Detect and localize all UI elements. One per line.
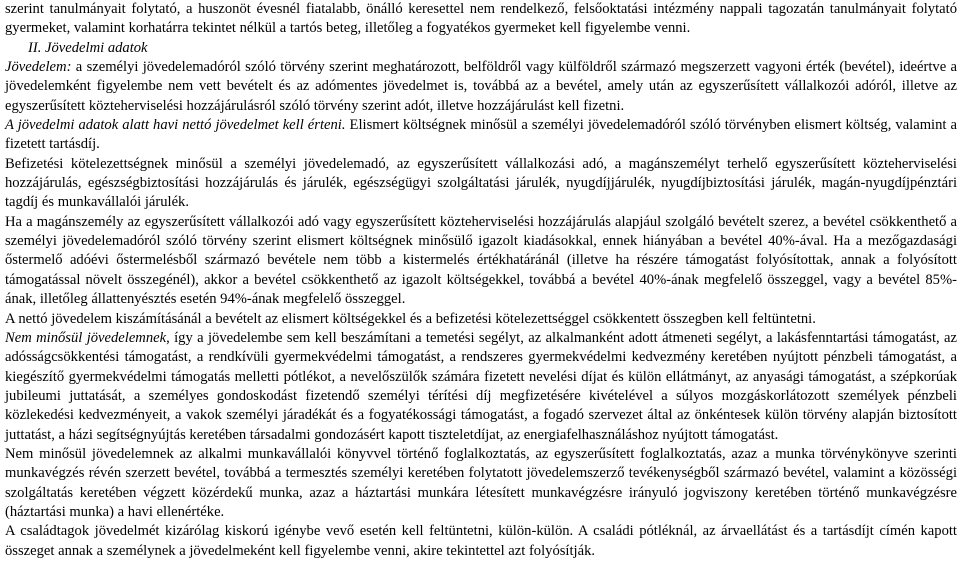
paragraph-net-income: A jövedelmi adatok alatt havi nettó jövedelmet kell érteni. Elismert költségnek minősül a személyi jövedelemadóról szóló törvényben elismert költség, valamint a fizetett tartásdíj.	[5, 117, 957, 153]
paragraph-net-calculation: A nettó jövedelem kiszámításánál a bevételt az elismert költségekkel és a befizetési kötelezettséggel csökkentett összegben kell feltüntetni.	[5, 310, 816, 327]
paragraph-not-income-employment: Nem minősül jövedelemnek az alkalmi munkavállalói könyvvel történő foglalkoztatás, az egyszerűsített foglalkoztatás, azaz a munka törvénykönyve szerinti munkavégzés révén szerzett bevétel, továbbá a termesztés személyi keretében folytatott jövedelemszerző tevékenységből származó bevétel, valamint a közösségi szolgáltatás keretében végzett közérdekű munka, azaz a háztartási munkára létesített munkavégzésre irányuló jogviszony keretében történő munkavégzésre (háztartási munka) a havi ellenértéke.	[5, 445, 957, 520]
term-not-income: Nem minősül jövedelemnek	[5, 329, 167, 346]
paragraph-simplified-tax: Ha a magánszemély az egyszerűsített vállalkozói adó vagy egyszerűsített közteherviselési hozzájárulás alapjául szolgáló bevételt szerez, a bevétel csökkenthető a személyi jövedelemadóról szóló törvény szerint elismert költségnek minősülő igazolt kiadásokkal, ennek hiányában a bevétel 40%-ával. Ha a mezőgazdasági őstermelő adóévi őstermelésből származó bevétele nem több a kistermelés értékhatáránál (illetve ha részére támogatást folyósítottak, annak a folyósított támogatással növelt összegénél), akkor a bevétel csökkenthető az igazolt költségekkel, továbbá a bevétel 40%-ának megfelelő összeggel, vagy a bevétel 85%-ának, illetőleg állattenyésztés esetén 94%-ának megfelelő összeggel.	[5, 213, 957, 308]
term-income: Jövedelem:	[5, 59, 72, 76]
document-page	[5, 0, 957, 561]
section-heading: II. Jövedelmi adatok	[28, 39, 148, 56]
paragraph-income-definition: Jövedelem: a személyi jövedelemadóról szóló törvény szerint meghatározott, belföldről vagy külföldről származó megszerzett vagyoni érték (bevétel), ideértve a jövedelemként figyelembe nem vett bevételt és az adómentes jövedelmet is, továbbá az a bevétel, amely után az egyszerűsített vállalkozói adóról, illetve az egyszerűsített közteherviselési hozzájárulásról szóló törvény szerint adót, illetve hozzájárulást kell fizetni.	[5, 59, 957, 114]
paragraph-not-income: Nem minősül jövedelemnek, így a jövedelembe sem kell beszámítani a temetési segélyt, az alkalmanként adott átmeneti segélyt, a lakásfenntartási támogatást, az adósságcsökkentési támogatást, a rendkívüli gyermekvédelmi támogatást, a rendszeres gyermekvédelmi kedvezmény keretében nyújtott pénzbeli támogatást, a kiegészítő gyermekvédelmi támogatás melletti pótlékot, a nevelőszülők számára fizetett nevelési díjat és külön ellátmányt, az anyasági támogatást, a szépkorúak jubileumi juttatását, a személyes gondoskodást fizetendő személyi térítési díj megfizetésére kivételével a súlyos mozgáskorlátozott személyek pénzbeli közlekedési kedvezményeit, a vakok személyi járadékát és a fogyatékossági támogatást, a fogadó szervezet által az önkéntesek külön törvény alapján biztosított juttatást, a házi segítségnyújtás keretében társadalmi gondozásért kapott tiszteletdíjat, az energiafelhasználáshoz nyújtott támogatást.	[5, 329, 957, 443]
paragraph-eligible-children: szerint tanulmányait folytató, a huszonöt évesnél fiatalabb, önálló keresettel nem rendelkező, felsőoktatási intézmény nappali tagozatán tanulmányait folytató gyermeket, valamint korhatárra tekintet nélkül a tartós beteg, illetőleg a fogyatékos gyermeket kell figyelembe venni.	[5, 1, 957, 37]
paragraph-family-members: A családtagok jövedelmét kizárólag kiskorú igénybe vevő esetén kell feltüntetni, külön-külön. A családi pótléknál, az árvaellátást és a tartásdíjt címén kapott összeget annak a személynek a jövedelmeként kell figyelembe venni, akire tekintettel azt folyósítják.	[5, 523, 957, 559]
paragraph-payment-obligations: Befizetési kötelezettségnek minősül a személyi jövedelemadó, az egyszerűsített vállalkozási adó, a magánszemélyt terhelő egyszerűsített közteherviselési hozzájárulás, egészségbiztosítási hozzájárulás és járulék, egészségügyi szolgáltatási járulék, nyugdíjjárulék, nyugdíjbiztosítási járulék, magán-nyugdíjpénztári tagdíj és munkavállalói járulék.	[5, 155, 957, 211]
note-net-income: A jövedelmi adatok alatt havi nettó jövedelmet kell érteni.	[5, 117, 346, 134]
